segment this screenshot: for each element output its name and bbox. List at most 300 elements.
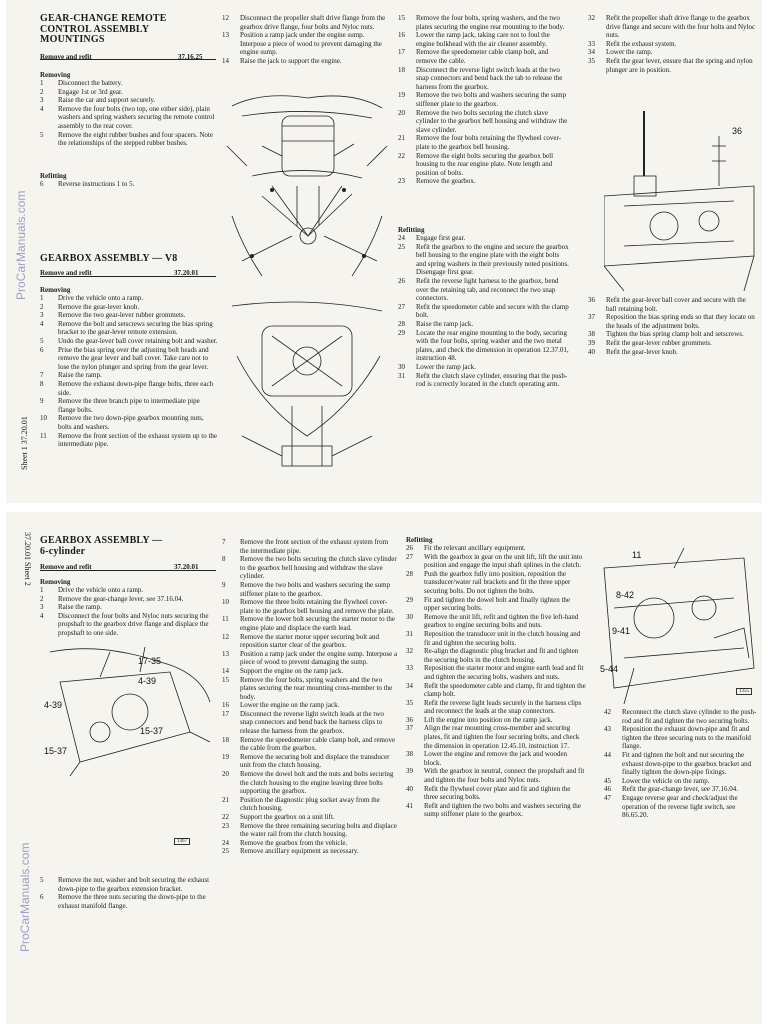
step-number: 9: [222, 580, 226, 589]
watermark: ProCarManuals.com: [14, 190, 28, 300]
step-number: 2: [40, 594, 44, 603]
step-text: Support the gearbox on a unit lift.: [240, 813, 335, 821]
step-item: [40, 294, 218, 303]
step-number: 10: [222, 598, 229, 607]
title-line: GEAR-CHANGE REMOTE: [40, 13, 167, 24]
step-item: [40, 586, 218, 595]
step-text: Tighten the bias spring clamp bolt and setscrews.: [606, 330, 744, 339]
step-item: [222, 813, 398, 822]
callout-label: 15-37: [140, 726, 164, 736]
step-text: Remove the starter motor upper securing bolt and reposition starter clear of the gearbox.: [240, 632, 379, 650]
step-item: [222, 770, 398, 796]
step-text: Position the diagnostic plug socket away from the clutch housing.: [240, 795, 380, 813]
step-number: 9: [40, 397, 44, 406]
steps-list: [222, 538, 398, 856]
remove-refit-line: [40, 563, 216, 571]
step-number: 4: [40, 611, 44, 620]
step-item: [222, 555, 398, 581]
step-number: 4: [40, 104, 44, 113]
step-text: Fit and tighten the bolt and nut securing the exhaust down-pipe to the gearbox bracket and finally tighten the down-pipe fixings.: [622, 750, 752, 777]
step-item: [222, 847, 398, 856]
step-number: 11: [222, 615, 229, 624]
remove-refit-line: [40, 269, 216, 277]
step-item: [40, 876, 218, 893]
step-number: 17: [222, 709, 229, 718]
refitting-heading: Refitting: [406, 536, 433, 544]
step-text: Position a ramp jack under the engine sump. Interpose a piece of wood to prevent damaging the engine sump.: [240, 31, 382, 57]
step-number: 34: [406, 681, 413, 690]
step-item: [588, 57, 756, 74]
manual-sheet-2: [6, 512, 762, 1024]
step-item: [398, 320, 570, 329]
step-item: [40, 96, 218, 105]
step-number: 8: [40, 379, 44, 388]
step-item: [222, 667, 398, 676]
step-item: [588, 348, 756, 357]
step-text: Fit the relevant ancillary equipment.: [424, 544, 526, 552]
removing-heading: Removing: [40, 578, 71, 586]
step-text: Remove the speedometer cable clamp bolt, and remove the cable from the gearbox.: [240, 735, 396, 753]
steps-list: [40, 294, 218, 449]
step-text: Raise the ramp jack.: [416, 319, 474, 328]
section-title-gearbox-v8: GEARBOX ASSEMBLY — V8: [40, 253, 178, 264]
step-number: 31: [398, 371, 405, 380]
step-item: [40, 311, 218, 320]
step-item: [222, 753, 398, 770]
step-text: With the gearbox in gear on the unit lift, lift the unit into position and engage the input shaft splines in the clutch.: [424, 552, 583, 570]
gearbox-6cyl-illustration: [40, 642, 216, 778]
removing-heading: Removing: [40, 286, 71, 294]
callout-label: 9-41: [612, 626, 631, 636]
step-item: [40, 371, 218, 380]
sheet-label: Sheet 1 37.20.01: [20, 416, 29, 470]
step-item: [40, 432, 218, 449]
step-item: [40, 79, 218, 88]
step-number: 6: [40, 893, 44, 902]
step-text: Reposition the starter motor and engine earth lead and fit and tighten the securing bolts, washers and nuts.: [424, 664, 584, 681]
step-item: [40, 180, 218, 189]
step-text: Remove the eight rubber bushes and four spacers. Note the relationships of the stepped rubber bushes.: [58, 130, 213, 148]
step-text: Disconnect the battery.: [58, 79, 123, 87]
step-number: 18: [398, 65, 405, 74]
step-item: [406, 802, 586, 819]
step-item: [40, 893, 218, 910]
step-item: [40, 414, 218, 431]
step-number: 10: [40, 414, 47, 423]
step-item: [406, 785, 586, 802]
step-text: Remove the two bolts securing the clutch slave cylinder to the gearbox bell housing and withdraw the slave cylinder.: [416, 108, 568, 134]
step-number: 29: [398, 328, 405, 337]
section-title-remote-control: [40, 14, 220, 46]
step-text: Refit the gear-lever knob.: [606, 347, 678, 356]
callout-label: 15-37: [44, 746, 68, 756]
step-text: Re-align the diagnostic plug bracket and fit and tighten the securing bolts in the clutch housing.: [424, 647, 579, 664]
step-item: [398, 152, 570, 178]
step-text: Refit the gearbox to the engine and secure the gearbox bell housing to the engine plate with the eight bolts and spring washers in their previously noted positions. Disengage first gear.: [416, 242, 569, 277]
step-item: [40, 595, 218, 604]
step-text: Remove the gear-lever knob.: [58, 302, 140, 311]
step-text: Remove the lower bolt securing the starter motor to the engine plate and displace the earth lead.: [240, 615, 395, 632]
step-text: Refit the flywheel cover plate and fit and tighten the three securing bolts.: [424, 784, 571, 802]
step-number: 1: [40, 586, 44, 594]
step-number: 19: [398, 91, 405, 100]
step-number: 25: [398, 242, 405, 251]
step-item: [398, 234, 570, 243]
step-item: [222, 581, 398, 598]
step-item: [604, 794, 760, 820]
step-item: [398, 14, 570, 31]
step-item: [398, 66, 570, 92]
callout-label: 4-39: [138, 676, 157, 686]
step-item: [398, 31, 570, 48]
step-text: Refit the speedometer cable and secure with the clamp bolt.: [416, 302, 569, 320]
underbody-detail-illustration: [222, 296, 394, 476]
step-number: 34: [588, 48, 595, 57]
step-item: [398, 363, 570, 372]
step-item: [406, 682, 586, 699]
step-number: 31: [406, 629, 413, 638]
step-item: [222, 57, 392, 66]
steps-list: [222, 14, 392, 66]
step-number: 29: [406, 595, 413, 604]
step-text: Remove the four bolts retaining the flywheel cover-plate to the gearbox bell housing.: [416, 134, 562, 151]
step-number: 5: [40, 876, 44, 884]
step-item: [406, 570, 586, 596]
step-item: [398, 177, 570, 186]
step-text: Refit the speedometer cable and clamp, fit and tighten the clamp bolt.: [424, 681, 586, 699]
step-item: [40, 105, 218, 131]
figure-code: 1355: [736, 688, 752, 695]
step-number: 45: [604, 776, 611, 785]
step-item: [40, 397, 218, 414]
step-text: Remove the two gear-lever rubber grommets.: [58, 311, 186, 320]
step-number: 3: [40, 96, 44, 105]
step-number: 38: [588, 330, 595, 339]
removing-heading: Removing: [40, 71, 71, 79]
step-number: 2: [40, 302, 44, 311]
step-item: [40, 603, 218, 612]
step-text: Locate the rear engine mounting to the body, securing with the four bolts, spring washer and the two metal plates, and check the dimension in operation 12.37.01, instruction 48.: [416, 328, 569, 363]
step-item: [398, 91, 570, 108]
step-text: Refit the clutch slave cylinder, ensuring that the push-rod is correctly located in the clutch operating arm.: [416, 371, 568, 389]
callout-label: 5-44: [600, 664, 619, 674]
step-item: [222, 839, 398, 848]
step-number: 40: [406, 784, 413, 793]
callout-label: 17-35: [138, 656, 162, 666]
step-text: Support the engine on the ramp jack.: [240, 666, 344, 675]
step-text: Remove the four bolts, spring washers and the two plates securing the rear mounting cross-member to the body.: [240, 675, 393, 701]
step-item: [604, 785, 760, 794]
step-item: [222, 14, 392, 31]
step-number: 27: [406, 552, 413, 561]
gearbox-side-illustration: [594, 548, 758, 706]
step-text: Refit the gear lever, ensure that the spring and nylon plunger are in position.: [606, 56, 753, 74]
step-item: [588, 313, 756, 330]
step-number: 24: [222, 838, 229, 847]
step-number: 37: [406, 724, 413, 733]
step-number: 8: [222, 555, 226, 564]
step-number: 19: [222, 752, 229, 761]
step-number: 3: [40, 603, 44, 612]
step-text: Lower the vehicle on the ramp.: [622, 776, 710, 785]
step-text: Refit the reverse light leads securely in the harness clips and reconnect the leads at the snap connectors.: [424, 698, 582, 716]
step-item: [40, 131, 218, 148]
underbody-gearbox-illustration: [222, 86, 394, 286]
step-text: Remove the dowel bolt and the nuts and bolts securing the clutch housing to the engine leaving three bolts supporting the gearbox.: [240, 770, 394, 796]
steps-list: [406, 544, 586, 819]
remove-refit-label: Remove and refit: [40, 563, 92, 571]
step-text: Remove the two bolts and washers securing the sump stiffener plate to the gearbox.: [240, 580, 391, 598]
step-item: [588, 14, 756, 40]
operation-code: 37.20.01: [174, 563, 199, 571]
steps-list: [588, 14, 756, 74]
step-text: Refit the propeller shaft drive flange to the gearbox drive flange and secure with the four bolts and Nyloc nuts.: [606, 14, 756, 40]
step-number: 4: [40, 319, 44, 328]
step-number: 40: [588, 347, 595, 356]
step-item: [398, 48, 570, 65]
step-text: Remove the three nuts securing the down-pipe to the exhaust manifold flange.: [58, 893, 206, 910]
step-number: 1: [40, 79, 44, 87]
step-number: 21: [398, 134, 405, 143]
step-item: [222, 710, 398, 736]
step-text: Fit and tighten the dowel bolt and finally tighten the upper securing bolts.: [424, 595, 571, 613]
step-number: 35: [406, 698, 413, 707]
step-number: 42: [604, 708, 611, 716]
step-text: Push the gearbox fully into position, reposition the transducer/water rail brackets and fit the three upper securing bolts. Do not tighten the bolts.: [424, 569, 571, 595]
gearbox-lever-illustration: [604, 106, 762, 296]
step-number: 6: [40, 345, 44, 354]
step-number: 13: [222, 649, 229, 658]
step-number: 39: [406, 767, 413, 776]
step-item: [406, 724, 586, 750]
step-item: [406, 750, 586, 767]
step-text: Disconnect the reverse light switch leads at the two snap connectors and bend back the harness clips to release the harness from the gearbox.: [240, 709, 384, 736]
step-number: 3: [40, 311, 44, 320]
step-item: [398, 109, 570, 135]
step-text: Remove the unit lift, refit and tighten the five left-hand gearbox to engine securing bolts and nuts.: [424, 612, 579, 630]
step-text: Undo the gear-lever ball cover retaining bolt and washer.: [58, 336, 218, 345]
step-item: [406, 699, 586, 716]
step-text: Remove the front section of the exhaust system up to the intermediate pipe.: [58, 431, 218, 449]
title-line: 6-cylinder: [40, 545, 86, 557]
step-number: 16: [222, 701, 229, 710]
figure-code: 1367: [174, 838, 190, 845]
step-number: 32: [406, 647, 413, 656]
step-number: 14: [222, 56, 229, 65]
step-item: [40, 88, 218, 97]
step-number: 47: [604, 793, 611, 802]
step-text: Refit the gear-lever ball cover and secure with the ball retaining bolt.: [606, 296, 746, 313]
page-gap: [0, 503, 768, 512]
step-text: Remove the front section of the exhaust system from the intermediate pipe.: [240, 538, 389, 555]
step-number: 11: [40, 431, 47, 440]
step-item: [40, 337, 218, 346]
steps-list: [40, 586, 218, 638]
step-item: [604, 777, 760, 786]
step-item: [588, 48, 756, 57]
step-item: [222, 796, 398, 813]
callout-label: 4-39: [44, 700, 63, 710]
title-line: MOUNTINGS: [40, 34, 105, 45]
step-number: 41: [406, 801, 413, 810]
step-number: 5: [40, 130, 44, 139]
step-item: [406, 647, 586, 664]
step-item: [398, 134, 570, 151]
step-number: 26: [398, 276, 405, 285]
step-number: 26: [406, 544, 413, 552]
step-item: [588, 40, 756, 49]
step-text: Remove the eight bolts securing the gearbox bell housing to the rear engine plate. Note length and position of bolts.: [416, 151, 554, 177]
step-text: Remove the bolt and setscrews securing the bias spring bracket to the gear-lever remote extension.: [58, 319, 213, 337]
step-text: Engage first gear.: [416, 234, 466, 242]
step-item: [604, 751, 760, 777]
operation-code: 37.16.25: [178, 53, 203, 61]
step-item: [406, 767, 586, 784]
step-item: [40, 346, 218, 372]
step-text: Remove the gearbox from the vehicle.: [240, 838, 348, 847]
step-text: Remove the two down-pipe gearbox mounting nuts, bolts and washers.: [58, 414, 204, 431]
refitting-heading: Refitting: [398, 226, 425, 234]
step-item: [222, 31, 392, 57]
step-text: Remove the gearbox.: [416, 177, 476, 186]
step-item: [406, 630, 586, 647]
step-text: Remove the four bolts (two top, one either side), plain washers and spring washers securing the remote control assembly to the rear cover.: [58, 104, 215, 130]
step-number: 16: [398, 31, 405, 40]
step-number: 38: [406, 750, 413, 759]
steps-list: [40, 180, 218, 189]
step-number: 7: [222, 538, 226, 546]
step-number: 33: [588, 39, 595, 48]
step-item: [406, 596, 586, 613]
step-item: [40, 320, 218, 337]
step-number: 6: [40, 180, 44, 188]
step-number: 35: [588, 56, 595, 65]
step-text: Lower the ramp jack, taking care not to foul the engine bulkhead with the air cleaner assembly.: [416, 31, 550, 48]
step-number: 20: [398, 108, 405, 117]
step-text: Raise the ramp.: [58, 371, 102, 380]
step-number: 17: [398, 48, 405, 57]
step-item: [40, 303, 218, 312]
step-number: 36: [588, 296, 595, 304]
step-text: Reposition the exhaust down-pipe and fit and tighten the three securing nuts to the manifold flange.: [622, 725, 751, 751]
step-number: 5: [40, 336, 44, 345]
step-number: 43: [604, 725, 611, 734]
step-item: [222, 615, 398, 632]
step-item: [406, 544, 586, 553]
step-number: 1: [40, 294, 44, 302]
step-item: [398, 243, 570, 277]
step-number: 32: [588, 14, 595, 22]
step-number: 2: [40, 87, 44, 96]
step-text: Remove the securing bolt and displace the transducer unit from the clutch housing.: [240, 752, 390, 770]
step-item: [222, 676, 398, 702]
step-number: 33: [406, 664, 413, 673]
callout-label: 36: [732, 126, 743, 136]
step-number: 15: [222, 675, 229, 684]
step-text: Position a ramp jack under the engine sump. Interpose a piece of wood to prevent damaging the sump.: [240, 649, 398, 667]
step-number: 22: [398, 151, 405, 160]
step-item: [604, 708, 760, 725]
step-number: 28: [398, 319, 405, 328]
step-item: [406, 613, 586, 630]
step-number: 23: [222, 821, 229, 830]
step-text: Remove the two bolts securing the clutch slave cylinder to the gearbox bell housing and withdraw the slave cylinder.: [240, 555, 397, 581]
step-number: 23: [398, 177, 405, 186]
step-text: Refit the gear-lever rubber grommets.: [606, 338, 712, 347]
step-number: 18: [222, 735, 229, 744]
steps-list: [398, 234, 570, 389]
callout-label: 11: [632, 550, 642, 560]
step-text: With the gearbox in neutral, connect the propshaft and fit and tighten the four bolts and Nyloc nuts.: [424, 767, 585, 785]
step-number: 28: [406, 569, 413, 578]
step-number: 30: [398, 362, 405, 371]
step-number: 20: [222, 770, 229, 779]
step-text: Raise the ramp.: [58, 603, 102, 612]
step-text: Remove the three bolts retaining the flywheel cover-plate to the gearbox bell housing and remove the plate.: [240, 598, 394, 615]
steps-list: [398, 14, 570, 186]
step-number: 25: [222, 847, 229, 856]
step-item: [222, 701, 398, 710]
step-text: Drive the vehicle onto a ramp.: [58, 586, 144, 594]
step-number: 36: [406, 715, 413, 724]
steps-list: [604, 708, 760, 820]
step-item: [222, 736, 398, 753]
steps-list: [40, 876, 218, 910]
step-number: 46: [604, 785, 611, 794]
step-text: Lower the engine on the ramp jack.: [240, 701, 340, 710]
step-text: Refit the gear-change lever, see 37.16.04.: [622, 785, 739, 794]
callout-label: 8-42: [616, 590, 635, 600]
step-number: 30: [406, 612, 413, 621]
title-line: CONTROL ASSEMBLY: [40, 23, 150, 35]
step-text: Lift the engine into position on the ramp jack.: [424, 715, 553, 724]
refitting-heading: Refitting: [40, 172, 67, 180]
step-text: Drive the vehicle onto a ramp.: [58, 294, 144, 302]
step-text: Disconnect the propeller shaft drive flange from the gearbox drive flange, four bolts and Nyloc nuts.: [240, 14, 386, 31]
step-item: [604, 725, 760, 751]
step-text: Disconnect the four bolts and Nyloc nuts securing the propshaft to the gearbox drive flange and displace the propshaft to one side.: [58, 611, 209, 637]
step-number: 14: [222, 666, 229, 675]
step-item: [588, 339, 756, 348]
section-title-gearbox-6cyl: [40, 536, 162, 557]
step-item: [588, 330, 756, 339]
sheet-label: 37.20.01 Sheet 2: [23, 532, 32, 586]
watermark: ProCarManuals.com: [18, 842, 32, 952]
step-text: Align the rear mounting cross-member and securing plates, fit and tighten the four securing bolts, and check the dimension in operation 12.45.10, instruction 17.: [424, 724, 580, 750]
step-text: Raise the car and support securely.: [58, 96, 156, 105]
step-item: [222, 650, 398, 667]
steps-list: [588, 296, 756, 356]
step-number: 7: [40, 371, 44, 380]
step-item: [40, 380, 218, 397]
step-text: Remove the three branch pipe to intermediate pipe flange bolts.: [58, 397, 200, 414]
step-text: Remove the speedometer cable clamp bolt, and remove the cable.: [416, 48, 549, 65]
step-item: [406, 664, 586, 681]
step-text: Refit the exhaust system.: [606, 39, 677, 48]
step-item: [222, 598, 398, 615]
step-item: [398, 277, 570, 303]
step-text: Remove the exhaust down-pipe flange bolts, three each side.: [58, 379, 214, 397]
step-text: Remove the nut, washer and bolt securing the exhaust down-pipe to the gearbox extension bracket.: [58, 876, 210, 893]
manual-sheet-1: [6, 0, 762, 503]
step-text: Reposition the transducer unit in the clutch housing and fit and tighten the securing bolts.: [424, 629, 581, 647]
steps-list: [40, 79, 218, 148]
step-text: Reconnect the clutch slave cylinder to the push-rod and fit and tighten the two securing bolts.: [622, 708, 757, 725]
step-item: [222, 633, 398, 650]
step-number: 12: [222, 14, 229, 22]
step-text: Lower the ramp jack.: [416, 362, 476, 371]
step-item: [222, 538, 398, 555]
